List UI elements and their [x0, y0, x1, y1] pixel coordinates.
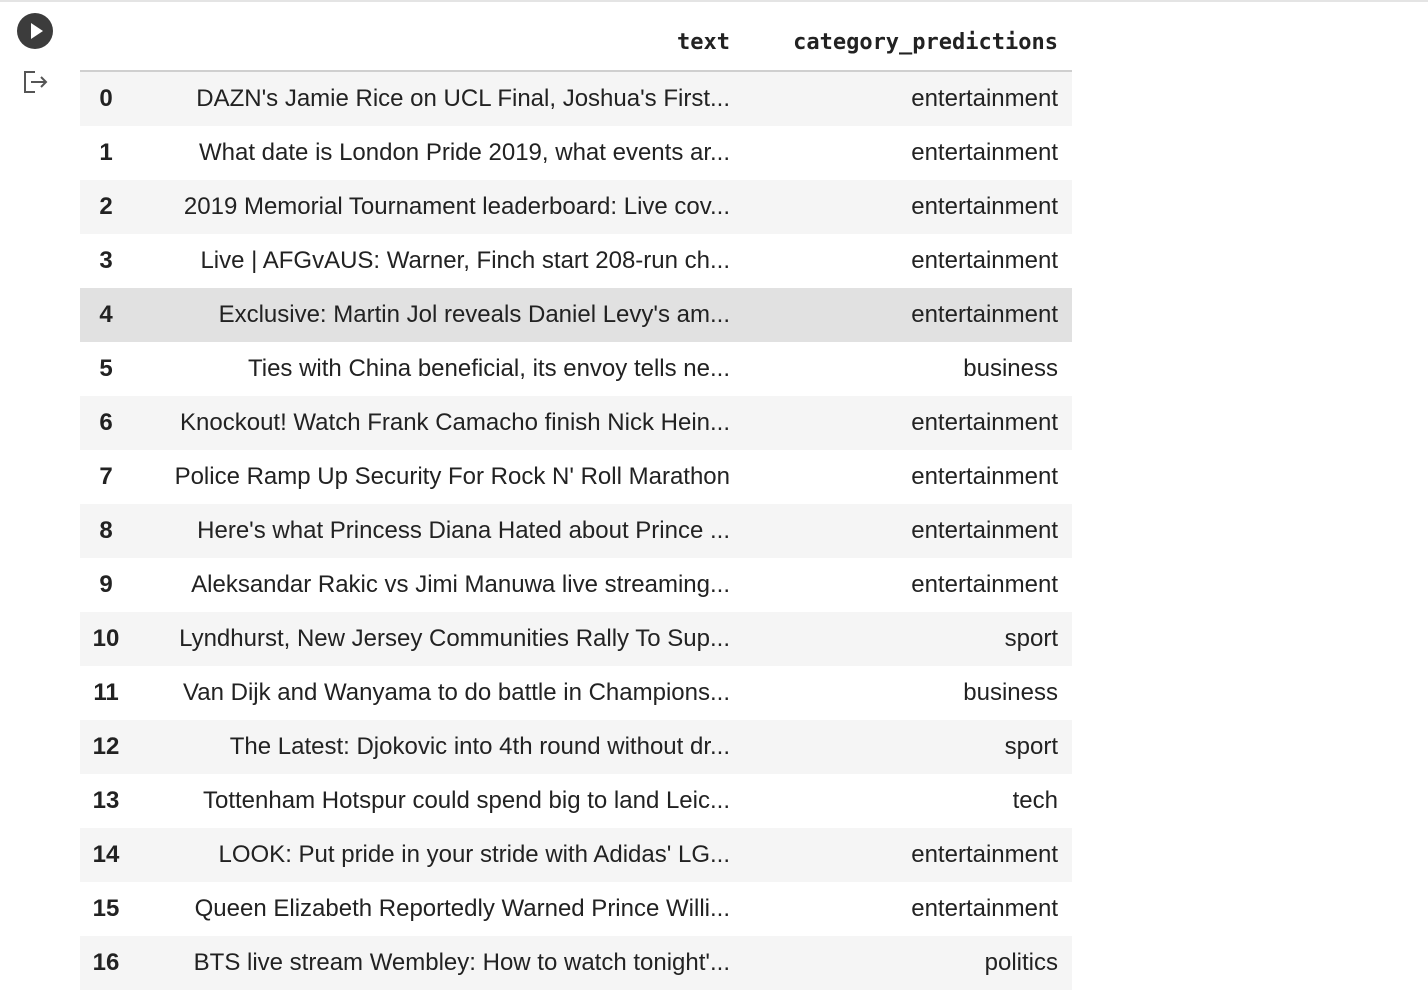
table-row [80, 666, 1072, 720]
table-row [80, 558, 1072, 612]
row-category-prediction: entertainment [911, 409, 1058, 436]
row-text: Exclusive: Martin Jol reveals Daniel Levy's am... [218, 301, 730, 328]
row-text: Van Dijk and Wanyama to do battle in Champions... [183, 679, 730, 706]
row-text: 2019 Memorial Tournament leaderboard: Live cov... [183, 193, 730, 220]
table-row [80, 612, 1072, 666]
dataframe-table [80, 14, 1072, 990]
run-cell-button[interactable] [17, 13, 53, 49]
row-index: 2 [99, 193, 113, 220]
row-text: Police Ramp Up Security For Rock N' Roll Marathon [174, 463, 730, 490]
row-category-prediction: tech [1012, 787, 1058, 814]
table-row [80, 450, 1072, 504]
row-text: DAZN's Jamie Rice on UCL Final, Joshua's First... [196, 85, 730, 112]
table-row [80, 288, 1072, 342]
row-text: Queen Elizabeth Reportedly Warned Prince Willi... [194, 895, 730, 922]
row-category-prediction: entertainment [911, 85, 1058, 112]
row-text: Aleksandar Rakic vs Jimi Manuwa live streaming... [191, 571, 730, 598]
row-index: 14 [92, 841, 120, 868]
row-index: 4 [99, 301, 113, 328]
row-text: Lyndhurst, New Jersey Communities Rally To Sup... [179, 625, 730, 652]
row-category-prediction: entertainment [911, 139, 1058, 166]
row-category-prediction: sport [1004, 733, 1058, 760]
row-index: 5 [99, 355, 113, 382]
row-index: 3 [99, 247, 113, 274]
row-category-prediction: business [963, 679, 1058, 706]
row-category-prediction: entertainment [911, 841, 1058, 868]
table-row [80, 126, 1072, 180]
row-category-prediction: entertainment [911, 571, 1058, 598]
index-header [80, 14, 132, 71]
row-index: 12 [92, 733, 120, 760]
row-category-prediction: entertainment [911, 463, 1058, 490]
row-category-prediction: entertainment [911, 517, 1058, 544]
table-body [80, 71, 1072, 990]
row-category-prediction: entertainment [911, 301, 1058, 328]
row-index: 11 [93, 679, 119, 706]
table-row [80, 234, 1072, 288]
row-category-prediction: politics [984, 949, 1058, 976]
row-text: The Latest: Djokovic into 4th round without dr... [229, 733, 730, 760]
row-category-prediction: entertainment [911, 895, 1058, 922]
cell-gutter [0, 0, 72, 1000]
header-row [80, 14, 1072, 71]
table-row [80, 720, 1072, 774]
table-row [80, 828, 1072, 882]
row-category-prediction: business [963, 355, 1058, 382]
dataframe-output [80, 14, 1072, 990]
table-row [80, 180, 1072, 234]
row-index: 15 [92, 895, 120, 922]
output-clear-icon[interactable] [22, 67, 52, 97]
row-text: Here's what Princess Diana Hated about Prince ... [197, 517, 730, 544]
row-index: 9 [99, 571, 113, 598]
table-row [80, 936, 1072, 990]
cell-top-border [0, 0, 1428, 2]
row-index: 0 [99, 85, 113, 112]
row-text: Ties with China beneficial, its envoy tells ne... [247, 355, 730, 382]
row-text: What date is London Pride 2019, what events ar... [199, 139, 730, 166]
row-text: LOOK: Put pride in your stride with Adidas' LG... [218, 841, 730, 868]
row-category-prediction: sport [1004, 625, 1058, 652]
row-category-prediction: entertainment [911, 247, 1058, 274]
row-index: 1 [99, 139, 113, 166]
row-text: Live | AFGvAUS: Warner, Finch start 208-run ch... [200, 247, 730, 274]
row-text: Knockout! Watch Frank Camacho finish Nick Hein... [180, 409, 730, 436]
category-predictions-column-header: category_predictions [744, 14, 1072, 71]
table-row [80, 396, 1072, 450]
table-row [80, 774, 1072, 828]
table-row [80, 504, 1072, 558]
table-row [80, 71, 1072, 126]
row-index: 8 [99, 517, 113, 544]
table-row [80, 882, 1072, 936]
table-row [80, 342, 1072, 396]
play-icon [17, 13, 53, 49]
row-index: 10 [92, 625, 120, 652]
row-index: 13 [92, 787, 120, 814]
row-category-prediction: entertainment [911, 193, 1058, 220]
row-text: BTS live stream Wembley: How to watch tonight'... [193, 949, 730, 976]
row-text: Tottenham Hotspur could spend big to land Leic... [203, 787, 730, 814]
row-index: 6 [99, 409, 113, 436]
text-column-header: text [132, 14, 744, 71]
row-index: 7 [99, 463, 113, 490]
row-index: 16 [92, 949, 120, 976]
